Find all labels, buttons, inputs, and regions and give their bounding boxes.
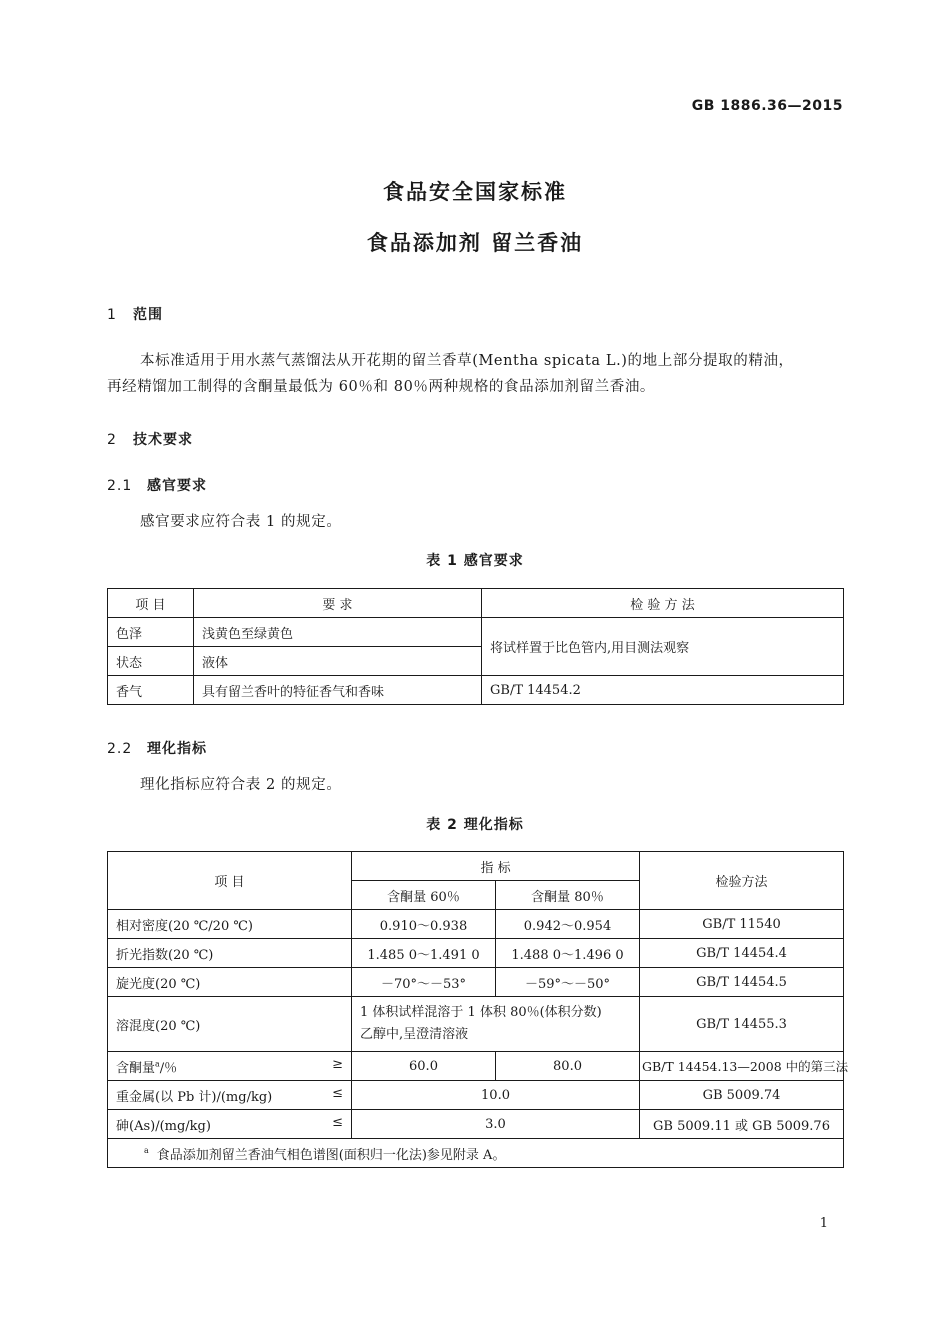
row-item: 相对密度(20 ℃/20 ℃) [108,910,352,939]
row-method: GB/T 14455.3 [640,997,844,1052]
section-2-1-text: 感官要求应符合表 1 的规定。 [140,514,342,530]
row-value-60: 1.485 0～1.491 0 [352,939,496,968]
table-row [108,1110,844,1139]
section-2-1-heading [107,475,207,495]
section-number: 1 [107,307,117,323]
header-method: 检验方法 [640,852,844,910]
row-requirement: 液体 [194,647,482,676]
row-value-60: 60.0 [352,1052,496,1081]
row-method: GB/T 11540 [640,910,844,939]
header-ketone-80: 含酮量 80％ [496,881,640,910]
row-requirement: 具有留兰香叶的特征香气和香味 [194,676,482,705]
section-number: 2.2 [107,741,133,757]
header-ketone-60: 含酮量 60％ [352,881,496,910]
table-header-row [108,589,844,618]
header-item: 项 目 [108,589,194,618]
table-footnote-row [108,1139,844,1168]
row-method: GB 5009.11 或 GB 5009.76 [640,1110,844,1139]
section-2-heading [107,429,193,449]
row-value-80: 80.0 [496,1052,640,1081]
section-2-2-text: 理化指标应符合表 2 的规定。 [140,777,342,793]
miscibility-line1: 1 体积试样混溶于 1 体积 80％(体积分数) [360,1005,602,1020]
row-method: GB/T 14454.5 [640,968,844,997]
sensory-table [107,588,844,705]
document-title: 食品安全国家标准 [383,179,567,204]
header-requirement: 要 求 [194,589,482,618]
table-row [108,910,844,939]
row-value-merged [352,997,640,1052]
row-value-merged: 3.0 [352,1110,640,1139]
heavy-metal-label: 重金属(以 Pb 计)/(mg/kg) [116,1089,273,1105]
document-subtitle: 食品添加剂 留兰香油 [366,230,584,255]
greater-equal-sign: ≥ [332,1056,343,1072]
row-value-80: 1.488 0～1.496 0 [496,939,640,968]
table2-caption: 表 2 理化指标 [426,817,524,833]
miscibility-line2: 乙醇中,呈澄清溶液 [360,1027,469,1042]
section-1-heading [107,304,163,324]
footnote-mark: a [144,1146,149,1156]
table-row [108,939,844,968]
header-index: 指 标 [352,852,640,881]
section-1-text-line1: 本标准适用于用水蒸气蒸馏法从开花期的留兰香草(Mentha spicata L.)的地上部分提取的精油， [140,353,794,369]
page-number: 1 [819,1216,828,1231]
table1-caption: 表 1 感官要求 [426,553,524,569]
less-equal-sign: ≤ [332,1114,343,1130]
row-value-60: －70°～－53° [352,968,496,997]
row-value-80: 0.942～0.954 [496,910,640,939]
section-title: 技术要求 [133,432,193,448]
row-value-merged: 10.0 [352,1081,640,1110]
row-item: 香气 [108,676,194,705]
row-requirement: 浅黄色至绿黄色 [194,618,482,647]
table-row [108,997,844,1052]
arsenic-label: 砷(As)/(mg/kg) [116,1118,211,1134]
table-row [108,676,844,705]
section-1-text-line2: 再经精馏加工制得的含酮量最低为 60％和 80％两种规格的食品添加剂留兰香油。 [107,379,656,395]
table-header-row [108,852,844,881]
header-method: 检 验 方 法 [482,589,844,618]
row-value-60: 0.910～0.938 [352,910,496,939]
row-value-80: －59°～－50° [496,968,640,997]
row-method: GB 5009.74 [640,1081,844,1110]
header-item: 项 目 [108,852,352,910]
footnote-ref: a [155,1059,160,1069]
section-title: 感官要求 [147,478,207,494]
row-item: 色泽 [108,618,194,647]
table-footnote [108,1139,844,1168]
section-number: 2 [107,432,117,448]
row-item: 旋光度(20 ℃) [108,968,352,997]
less-equal-sign: ≤ [332,1085,343,1101]
table-row [108,968,844,997]
row-method-merged: 将试样置于比色管内,用目测法观察 [482,618,844,676]
table-row [108,1081,844,1110]
table-row [108,1052,844,1081]
section-2-2-heading [107,738,207,758]
footnote-text: 食品添加剂留兰香油气相色谱图(面积归一化法)参见附录 A。 [156,1147,506,1163]
physchem-table [107,851,849,1168]
row-item: 溶混度(20 ℃) [108,997,352,1052]
row-item: 状态 [108,647,194,676]
row-method: GB/T 14454.2 [482,676,844,705]
standard-code: GB 1886.36—2015 [691,98,843,114]
ketone-label: 含酮量 [116,1060,156,1076]
section-title: 范围 [133,307,163,323]
row-method: GB/T 14454.4 [640,939,844,968]
row-method: GB/T 14454.13—2008 中的第三法 [640,1052,844,1081]
section-number: 2.1 [107,478,133,494]
row-item: 折光指数(20 ℃) [108,939,352,968]
table-row [108,618,844,647]
row-item [108,1110,352,1139]
section-title: 理化指标 [147,741,207,757]
row-item [108,1081,352,1110]
row-item [108,1052,352,1081]
unit: /％ [159,1060,178,1076]
